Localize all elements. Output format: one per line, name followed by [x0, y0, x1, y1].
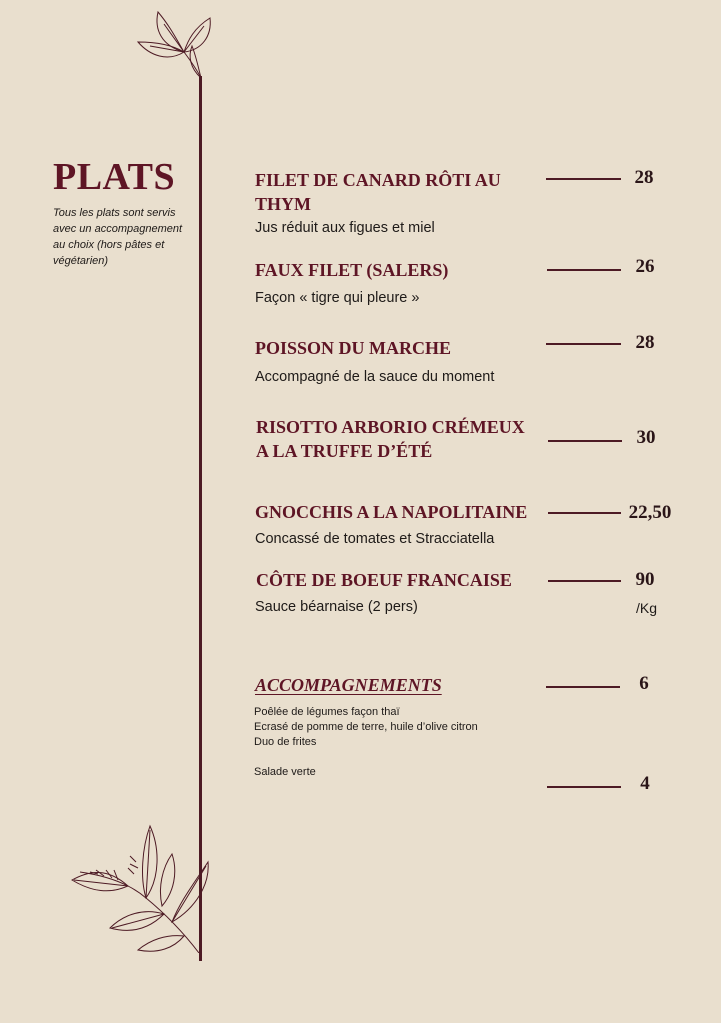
salad-price: 4 — [640, 773, 650, 794]
price-leader-line — [548, 440, 622, 442]
dish-description: Façon « tigre qui pleure » — [255, 290, 420, 306]
sides-list — [254, 705, 478, 750]
page-title: PLATS — [53, 156, 176, 198]
dish-price: 30 — [636, 427, 656, 448]
dish-description: Accompagné de la sauce du moment — [255, 369, 495, 385]
dish-name — [256, 415, 536, 463]
dish-name: CÔTE DE BOEUF FRANCAISE — [256, 570, 512, 590]
dish-price: 26 — [635, 256, 655, 277]
dish-name-line: FILET DE CANARD RÔTI AU — [255, 170, 501, 190]
price-leader-line — [546, 178, 621, 180]
dish-description: Concassé de tomates et Stracciatella — [255, 531, 495, 547]
side-item: Poêlée de légumes façon thaï — [254, 706, 400, 718]
dish-name: POISSON DU MARCHE — [255, 338, 452, 358]
dish-name: GNOCCHIS A LA NAPOLITAINE — [255, 502, 528, 522]
bottom-leaf-illustration — [68, 818, 213, 953]
dish-price: 28 — [635, 332, 655, 353]
dish-price: 22,50 — [628, 502, 672, 523]
price-leader-line — [548, 512, 621, 514]
top-leaf-illustration — [128, 6, 228, 126]
dish-description: Sauce béarnaise (2 pers) — [255, 599, 418, 615]
price-leader-line — [546, 686, 620, 688]
price-leader-line — [546, 343, 621, 345]
side-item: Ecrasé de pomme de terre, huile d’olive citron — [254, 721, 478, 733]
dish-name-line: THYM — [255, 194, 311, 214]
sides-price: 6 — [639, 673, 649, 694]
dish-description: Jus réduit aux figues et miel — [255, 220, 435, 236]
dish-name — [255, 168, 535, 216]
price-unit: /Kg — [636, 600, 658, 616]
price-leader-line — [547, 269, 621, 271]
dish-name: FAUX FILET (SALERS) — [255, 260, 449, 280]
service-note: Tous les plats sont servis avec un accompagnement au choix (hors pâtes et végétarien) — [53, 207, 183, 267]
dish-name-line: RISOTTO ARBORIO CRÉMEUX — [256, 417, 525, 437]
dish-name-line: A LA TRUFFE D’ÉTÉ — [256, 441, 433, 461]
dish-price: 90 — [635, 569, 655, 590]
price-leader-line — [547, 786, 621, 788]
sides-title: ACCOMPAGNEMENTS — [255, 675, 442, 695]
side-salad: Salade verte — [254, 766, 316, 778]
dish-price: 28 — [634, 167, 654, 188]
price-leader-line — [548, 580, 621, 582]
side-item: Duo de frites — [254, 736, 317, 748]
